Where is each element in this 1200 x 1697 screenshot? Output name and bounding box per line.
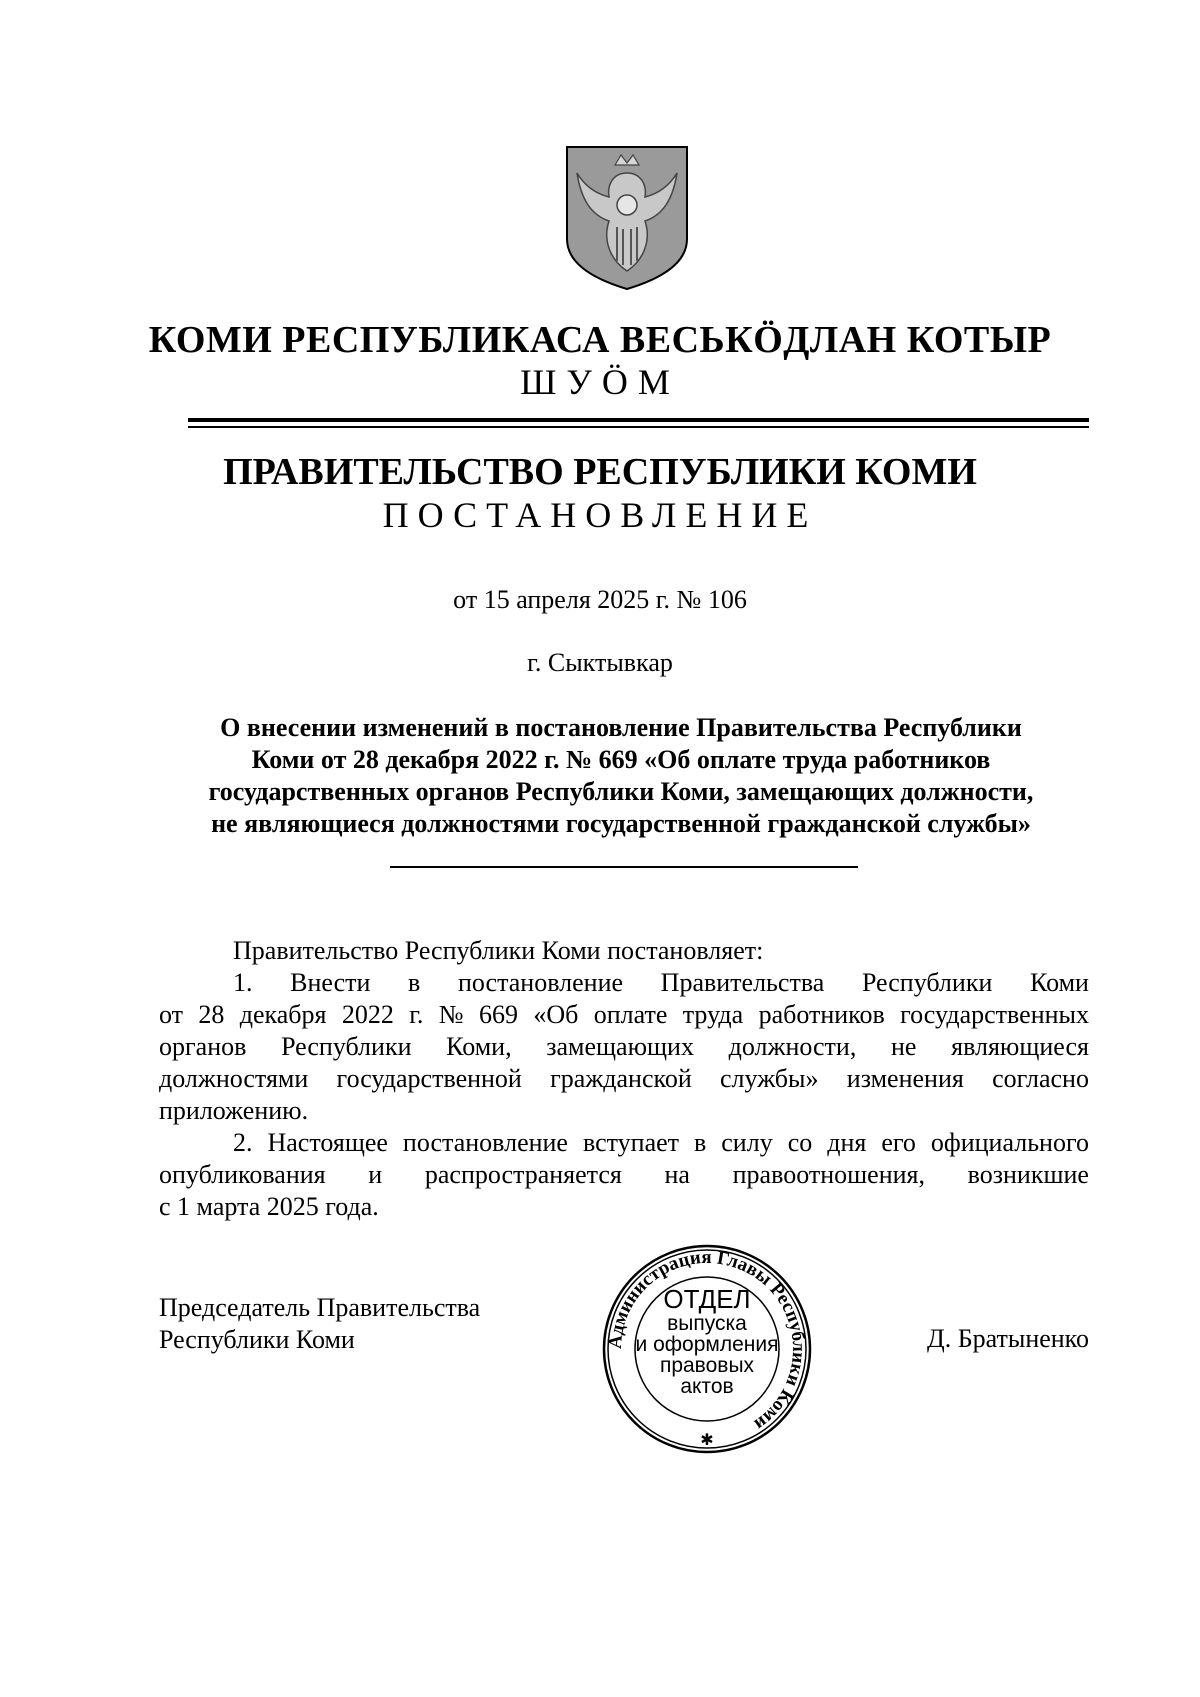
word: г.: [409, 1000, 424, 1029]
word: правоотношения,: [732, 1160, 925, 1189]
komi-document-type: ШУӦМ: [520, 362, 680, 402]
paragraph-1-line: [159, 999, 1089, 1031]
stamp-star-icon: ✱: [700, 1432, 714, 1449]
stamp-line: ОТДЕЛ: [663, 1284, 751, 1314]
word: замещающих: [546, 1032, 694, 1061]
word: возникшие: [967, 1160, 1089, 1189]
word: 28: [198, 1000, 225, 1029]
komi-coat-of-arms-icon: [563, 143, 691, 291]
word: согласно: [992, 1064, 1089, 1093]
stamp-line: актов: [680, 1375, 734, 1398]
subject-line: Коми от 28 декабря 2022 г. № 669 «Об оплате труда работников: [251, 745, 991, 774]
header-divider-thick: [188, 418, 1089, 422]
word: официального: [930, 1128, 1089, 1157]
word: труда: [682, 1000, 744, 1029]
signer-position-line: Председатель Правительства: [159, 1293, 481, 1322]
document-subject: [150, 712, 1092, 840]
word: вступает: [582, 1128, 680, 1157]
paragraph-2-line: [159, 1159, 1089, 1191]
word: 2.: [233, 1128, 253, 1157]
word: не: [890, 1032, 917, 1061]
stamp-line: выпуска: [667, 1312, 747, 1335]
word: в: [408, 968, 421, 997]
word: государственных: [900, 1000, 1089, 1029]
word: постановление: [402, 1128, 568, 1157]
word: Республики: [281, 1032, 412, 1061]
paragraph-1-line: [159, 1063, 1089, 1095]
russian-government-title: ПРАВИТЕЛЬСТВО РЕСПУБЛИКИ КОМИ: [223, 451, 977, 493]
signer-position: [159, 1292, 480, 1356]
signer-position-line: Республики Коми: [159, 1325, 355, 1354]
word: 2022: [341, 1000, 394, 1029]
word: являющиеся: [951, 1032, 1089, 1061]
paragraph-2-line: [159, 1127, 1089, 1159]
subject-underline: [390, 866, 858, 868]
word: гражданской: [550, 1064, 692, 1093]
document-date-number: от 15 апреля 2025 г. № 106: [453, 585, 747, 614]
subject-line: государственных органов Республики Коми, замещающих должности,: [208, 777, 1034, 806]
word: от: [159, 1000, 184, 1029]
word: изменения: [846, 1064, 964, 1093]
word: Правительства: [660, 968, 825, 997]
signer-name: Д. Братыненко: [926, 1324, 1089, 1353]
word: органов: [159, 1032, 247, 1061]
word: силу: [721, 1128, 773, 1157]
word: оплате: [593, 1000, 668, 1029]
paragraph-1-line: [159, 1031, 1089, 1063]
russian-document-type: ПОСТАНОВЛЕНИЕ: [382, 495, 818, 535]
word: дня: [827, 1128, 867, 1157]
word: Внести: [290, 968, 371, 997]
word: со: [787, 1128, 813, 1157]
word: декабря: [239, 1000, 327, 1029]
header-divider-thin: [188, 426, 1089, 428]
word: опубликования: [159, 1160, 326, 1189]
komi-government-title: КОМИ РЕСПУБЛИКАСА ВЕСЬКӦДЛАН КОТЫР: [148, 319, 1052, 361]
word: государственной: [336, 1064, 522, 1093]
word: его: [881, 1128, 916, 1157]
word: Настоящее: [267, 1128, 388, 1157]
body-intro: Правительство Республики Коми постановляет:: [233, 936, 764, 965]
word: должности,: [728, 1032, 857, 1061]
word: и: [368, 1160, 383, 1189]
subject-line: не являющиеся должностями государственной гражданской службы»: [211, 809, 1031, 838]
word: Коми,: [446, 1032, 512, 1061]
paragraph-1-last-line: приложению.: [159, 1096, 309, 1125]
word: Коми: [1030, 968, 1089, 997]
document-body: [159, 935, 1089, 1223]
word: №: [438, 1000, 464, 1029]
paragraph-1-line: [159, 967, 1089, 999]
word: Республики: [861, 968, 993, 997]
word: распространяется: [424, 1160, 622, 1189]
stamp-line: правовых: [659, 1354, 755, 1377]
word: работников: [758, 1000, 885, 1029]
stamp-ring-text: Администрация Главы Республики Коми: [604, 1246, 810, 1435]
word: постановление: [457, 968, 624, 997]
word: в: [694, 1128, 707, 1157]
paragraph-2-last-line: с 1 марта 2025 года.: [159, 1192, 379, 1221]
word: 669: [478, 1000, 518, 1029]
word: 1.: [233, 968, 253, 997]
stamp-line: и оформления: [635, 1333, 779, 1356]
word: на: [664, 1160, 690, 1189]
document-city: г. Сыктывкар: [527, 648, 673, 677]
word: службы»: [720, 1064, 819, 1093]
word: должностями: [159, 1064, 309, 1093]
word: «Об: [533, 1000, 579, 1029]
subject-line: О внесении изменений в постановление Правительства Республики: [220, 713, 1022, 742]
stamp-inner-text: [602, 1286, 812, 1397]
